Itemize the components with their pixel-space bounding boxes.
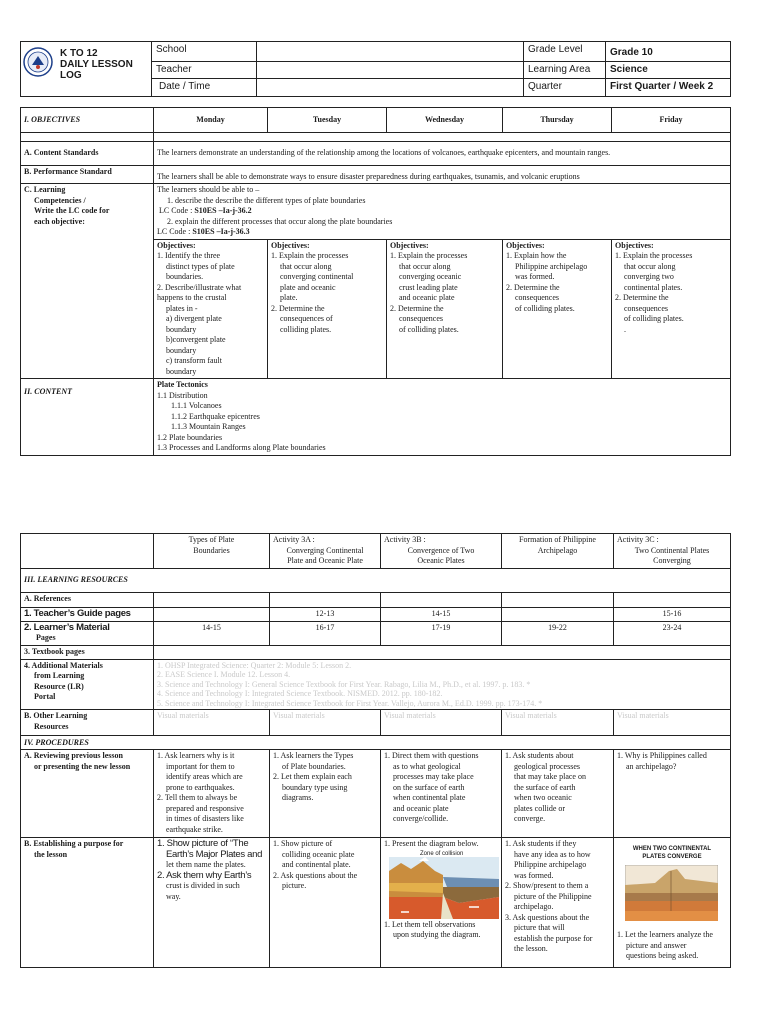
text-line: distinct types of plate bbox=[166, 261, 235, 271]
text-line: was formed. bbox=[515, 272, 555, 281]
other-resources-friday: Visual materials bbox=[614, 710, 731, 736]
text-line: 2. Let them explain each bbox=[273, 772, 352, 781]
text-line: continental plates. bbox=[624, 282, 683, 292]
figure-title-line: PLATES CONVERGE bbox=[642, 854, 702, 860]
procedure-a-friday bbox=[614, 750, 731, 838]
content-line: 1.1.3 Mountain Ranges bbox=[171, 422, 246, 431]
text-line: 2. Determine the bbox=[271, 303, 325, 313]
lc-code-label: LC Code : bbox=[159, 206, 195, 215]
additional-label-line: Portal bbox=[34, 692, 56, 701]
other-resources-label bbox=[21, 710, 154, 736]
spacer-cell bbox=[154, 133, 731, 142]
cell bbox=[270, 592, 381, 607]
day-monday: Monday bbox=[154, 108, 268, 133]
teachers-guide-friday: 15-16 bbox=[614, 607, 731, 621]
topic-line: Converging bbox=[653, 556, 691, 565]
text-line: converging two bbox=[624, 272, 674, 281]
logo-cell bbox=[21, 42, 152, 97]
text-line: boundary bbox=[166, 345, 197, 355]
topic-line: Types of Plate bbox=[188, 535, 235, 544]
cell bbox=[614, 592, 731, 607]
grade-level-value: Grade 10 bbox=[606, 42, 731, 62]
text-line: 2. Determine the bbox=[615, 293, 669, 302]
text-line: as to what geological bbox=[393, 761, 461, 771]
text-line: 2. Show/present to them a bbox=[505, 881, 589, 890]
text-line: crust leading plate bbox=[399, 282, 458, 292]
text-line: 2. Ask questions about the bbox=[273, 870, 358, 880]
daily-objectives-thursday bbox=[503, 239, 612, 379]
additional-label-line: Resource (LR) bbox=[34, 681, 84, 691]
header-table bbox=[20, 41, 731, 97]
continental-convergence-figure bbox=[617, 839, 727, 930]
teachers-guide-label: 1. Teacher’s Guide pages bbox=[21, 607, 154, 621]
text-line: prepared and responsive bbox=[166, 803, 244, 813]
text-line: colliding oceanic plate bbox=[282, 849, 355, 859]
text-line: consequences of bbox=[280, 314, 333, 323]
competencies-label-line: each objective: bbox=[34, 216, 85, 226]
procedure-a-monday bbox=[154, 750, 270, 838]
text-line: when continental plate bbox=[393, 793, 466, 802]
other-resources-thursday: Visual materials bbox=[502, 710, 614, 736]
text-line: consequences bbox=[624, 303, 668, 313]
text-line: geological processes bbox=[514, 761, 580, 771]
objectives-heading: Objectives: bbox=[615, 240, 654, 250]
performance-standard-text: The learners shall be able to demonstrate ways to ensure disaster preparedness during earthquakes, tsunamis, and volcanic eruptions bbox=[154, 166, 731, 184]
content-line: 1.1.1 Volcanoes bbox=[171, 401, 222, 410]
learning-area-value: Science bbox=[606, 62, 731, 79]
learners-material-wednesday: 17-19 bbox=[381, 621, 502, 645]
competencies-text bbox=[154, 184, 731, 240]
content-heading: Plate Tectonics bbox=[157, 380, 208, 389]
content-line: 1.1.2 Earthquake epicentres bbox=[171, 411, 260, 421]
objectives-heading: Objectives: bbox=[271, 240, 310, 250]
lc-code-line bbox=[157, 227, 727, 238]
text-line: prone to earthquakes. bbox=[166, 782, 235, 792]
text-line: 1. Ask learners why is it bbox=[157, 751, 235, 760]
text-line: boundary bbox=[166, 324, 197, 334]
text-line: 2. Tell them to always be bbox=[157, 793, 238, 802]
procedure-b-tuesday bbox=[270, 838, 381, 968]
text-line: and oceanic plate bbox=[393, 803, 449, 813]
learners-material-tuesday: 16-17 bbox=[270, 621, 381, 645]
topic-line: Formation of Philippine bbox=[519, 535, 596, 544]
text-line: picture. bbox=[282, 881, 307, 890]
date-time-value[interactable] bbox=[257, 79, 524, 97]
topic-monday bbox=[154, 534, 270, 569]
title-line-2: DAILY LESSON bbox=[60, 59, 133, 70]
competency-line: 2. explain the different processes that occur along the plate boundaries bbox=[167, 216, 393, 226]
text-line: of Plate boundaries. bbox=[282, 761, 346, 771]
text-line: on the surface of earth bbox=[393, 782, 465, 792]
text-line: Philippine archipelago bbox=[515, 261, 588, 271]
title-line-3: LOG bbox=[60, 70, 82, 81]
procedure-a-thursday bbox=[502, 750, 614, 838]
school-value[interactable] bbox=[257, 42, 524, 62]
text-line: that occur along bbox=[624, 261, 676, 271]
daily-objectives-tuesday bbox=[268, 239, 387, 379]
teachers-guide-thursday bbox=[502, 607, 614, 621]
topic-line: Archipelago bbox=[537, 545, 578, 555]
text-line: converging continental bbox=[280, 272, 354, 281]
text-line: 1. Ask students about bbox=[505, 751, 574, 760]
text-line: 1. Ask students if they bbox=[505, 839, 577, 848]
content-line: 1.3 Processes and Landforms along Plate boundaries bbox=[157, 443, 326, 452]
procedure-line: 2. Ask them why Earth’s bbox=[157, 869, 252, 881]
text-line: 1. Direct them with questions bbox=[384, 751, 479, 760]
learners-material-line: Pages bbox=[36, 633, 56, 642]
day-tuesday: Tuesday bbox=[268, 108, 387, 133]
text-line: converge/collide. bbox=[393, 814, 449, 823]
competencies-label-line: Competencies / bbox=[34, 195, 86, 205]
lc-code-line bbox=[157, 206, 727, 217]
topic-line: Converging Continental bbox=[286, 545, 364, 555]
text-line: an archipelago? bbox=[626, 761, 677, 771]
objectives-heading: Objectives: bbox=[506, 240, 545, 250]
procedure-a-label bbox=[21, 750, 154, 838]
text-line: in times of disasters like bbox=[166, 814, 244, 823]
additional-materials-label bbox=[21, 659, 154, 710]
content-standards-text: The learners demonstrate an understanding of the relationship among the locations of volcanoes, earthquake epicenters, and mountain ranges. bbox=[154, 142, 731, 166]
learners-material-friday: 23-24 bbox=[614, 621, 731, 645]
procedure-line: let them name the plates. bbox=[166, 860, 246, 869]
text-line: of colliding plates. bbox=[399, 324, 459, 334]
text-line: have any idea as to how bbox=[514, 849, 591, 859]
lc-code-value: S10ES –Ia-j-36.3 bbox=[192, 227, 250, 236]
textbook-label: 3. Textbook pages bbox=[21, 645, 154, 659]
text-line: . bbox=[624, 324, 626, 334]
text-line: archipelago. bbox=[514, 902, 554, 911]
topic-line: Activity 3C : bbox=[617, 535, 659, 544]
text-line: b)convergent plate bbox=[166, 335, 226, 344]
school-label: School bbox=[152, 42, 257, 62]
cell bbox=[502, 592, 614, 607]
text-line: plate. bbox=[280, 293, 298, 302]
text-line: consequences bbox=[399, 314, 443, 323]
other-resources-tuesday: Visual materials bbox=[270, 710, 381, 736]
text-line: picture of the Philippine bbox=[514, 891, 592, 901]
topic-corner-cell bbox=[21, 534, 154, 569]
procedure-line: 1. Present the diagram below. bbox=[384, 839, 479, 848]
text-line: earthquake strike. bbox=[166, 824, 223, 834]
topic-wednesday bbox=[381, 534, 502, 569]
procedure-line: 1. Let the learners analyze the bbox=[617, 930, 713, 939]
learners-material-line: 2. Learner’s Material bbox=[24, 621, 110, 633]
text-line: of colliding plates. bbox=[624, 314, 684, 323]
procedure-line: way. bbox=[166, 891, 181, 901]
procedure-b-monday bbox=[154, 838, 270, 968]
additional-materials-list bbox=[154, 659, 731, 710]
objectives-heading: Objectives: bbox=[390, 240, 429, 250]
competencies-label-line: Write the LC code for bbox=[34, 206, 110, 215]
procedure-label-line: B. Establishing a purpose for bbox=[24, 839, 124, 848]
procedure-a-wednesday bbox=[381, 750, 502, 838]
text-line: when two oceanic bbox=[514, 793, 572, 802]
text-line: important for them to bbox=[166, 761, 235, 771]
continental-collision-diagram-icon bbox=[625, 865, 718, 921]
text-line: 1. Identify the three bbox=[157, 251, 221, 260]
date-time-label: Date / Time bbox=[152, 79, 257, 97]
competency-line: The learners should be able to – bbox=[157, 185, 260, 194]
procedure-b-wednesday bbox=[381, 838, 502, 968]
text-line: was formed. bbox=[514, 870, 554, 880]
quarter-label: Quarter bbox=[524, 79, 606, 97]
textbook-value bbox=[154, 645, 731, 659]
procedure-line: questions being asked. bbox=[626, 951, 699, 960]
other-resources-wednesday: Visual materials bbox=[381, 710, 502, 736]
text-line: 1. Explain how the bbox=[506, 251, 567, 260]
other-resources-monday: Visual materials bbox=[154, 710, 270, 736]
text-line: 2. Determine the bbox=[390, 303, 444, 313]
text-line: consequences bbox=[515, 293, 559, 302]
text-line: and oceanic plate bbox=[399, 293, 455, 302]
figure-title bbox=[617, 845, 727, 861]
text-line: plates collide or bbox=[514, 803, 566, 813]
text-line: diagrams. bbox=[282, 793, 314, 802]
additional-material-item: 4. Science and Technology I: Integrated Science Textbook. NISMED. 2012. pp. 180-182. bbox=[157, 689, 443, 698]
learners-material-thursday: 19-22 bbox=[502, 621, 614, 645]
text-line: that occur along bbox=[280, 261, 332, 271]
teachers-guide-wednesday: 14-15 bbox=[381, 607, 502, 621]
text-line: 1. Explain the processes bbox=[615, 251, 693, 260]
daily-objectives-monday bbox=[154, 239, 268, 379]
text-line: 2. Describe/illustrate what bbox=[157, 282, 242, 292]
teacher-value[interactable] bbox=[257, 62, 524, 79]
topic-line: Activity 3B : bbox=[384, 535, 426, 544]
learners-material-monday: 14-15 bbox=[154, 621, 270, 645]
learning-area-label: Learning Area bbox=[524, 62, 606, 79]
text-line: that occur along bbox=[399, 261, 451, 271]
lc-code-value: S10ES –Ia-j-36.2 bbox=[194, 206, 252, 215]
topic-tuesday bbox=[270, 534, 381, 569]
content-text bbox=[154, 379, 731, 456]
topic-line: Convergence of Two bbox=[407, 545, 475, 555]
procedure-b-label bbox=[21, 838, 154, 968]
diagram-title: Zone of collision bbox=[420, 850, 464, 857]
topic-line: Boundaries bbox=[193, 545, 230, 555]
content-standards-label: A. Content Standards bbox=[21, 142, 154, 166]
text-line: Philippine archipelago bbox=[514, 860, 587, 869]
text-line: that may take place on bbox=[514, 772, 586, 781]
procedure-a-tuesday bbox=[270, 750, 381, 838]
text-line: identify areas which are bbox=[166, 772, 243, 781]
other-label-line: B. Other Learning bbox=[24, 711, 88, 720]
text-line: happens to the crustal bbox=[157, 293, 227, 302]
learners-material-label bbox=[21, 621, 154, 645]
performance-standard-label: B. Performance Standard bbox=[21, 166, 154, 184]
topic-line: Oceanic Plates bbox=[417, 556, 465, 565]
additional-material-item: 3. Science and Technology I: General Science Textbook for First Year. Rabago, Lilia M., Ph.D., et al. 1997. p. 183. * bbox=[157, 679, 531, 689]
content-line: 1.1 Distribution bbox=[157, 390, 208, 400]
text-line: the lesson. bbox=[514, 944, 548, 953]
procedure-b-thursday bbox=[502, 838, 614, 968]
additional-label-line: 4. Additional Materials bbox=[24, 660, 103, 670]
teachers-guide-monday bbox=[154, 607, 270, 621]
procedure-line: 1. Show picture of “The bbox=[157, 838, 249, 849]
text-line: boundary type using bbox=[282, 782, 348, 792]
text-line: 2. Determine the bbox=[506, 282, 560, 292]
spacer-cell bbox=[21, 133, 154, 142]
subduction-diagram-icon bbox=[389, 857, 499, 919]
text-line: boundaries. bbox=[166, 272, 204, 281]
additional-material-item: 1. OHSP Integrated Science: Quarter 2: Module 5: Lesson 2. bbox=[157, 660, 352, 670]
plate-collision-diagram bbox=[386, 850, 496, 920]
additional-material-item: 5. Science and Technology I: Integrated Science Textbook for First Year. Vallejo, Aurora M., Ed.D. 1999. pp. 173-174. * bbox=[157, 698, 543, 708]
competencies-label bbox=[21, 184, 154, 379]
cell bbox=[154, 592, 270, 607]
text-line: processes may take place bbox=[393, 772, 474, 781]
procedure-label-line: A. Reviewing previous lesson bbox=[24, 751, 123, 760]
quarter-value: First Quarter / Week 2 bbox=[606, 79, 731, 97]
additional-label-line: from Learning bbox=[34, 671, 85, 680]
grade-level-label: Grade Level bbox=[524, 42, 606, 62]
additional-material-item: 2. EASE Science I. Module 12. Lesson 4. bbox=[157, 670, 291, 679]
day-wednesday: Wednesday bbox=[387, 108, 503, 133]
references-label: A. References bbox=[21, 592, 154, 607]
text-line: colliding plates. bbox=[280, 324, 332, 334]
day-friday: Friday bbox=[612, 108, 731, 133]
text-line: converging oceanic bbox=[399, 272, 462, 281]
text-line: of colliding plates. bbox=[515, 303, 575, 313]
text-line: 3. Ask questions about the bbox=[505, 912, 590, 922]
procedure-label-line: the lesson bbox=[34, 849, 68, 859]
daily-objectives-friday bbox=[612, 239, 731, 379]
text-line: converge. bbox=[514, 814, 546, 823]
other-label-line: Resources bbox=[34, 721, 69, 731]
text-line: 1. Explain the processes bbox=[271, 251, 349, 260]
competency-line: 1. describe the describe the different types of plate boundaries bbox=[167, 195, 366, 205]
text-line: 1. Show picture of bbox=[273, 839, 333, 848]
topic-line: Two Continental Plates bbox=[634, 545, 710, 555]
procedure-line: crust is divided in such bbox=[166, 881, 240, 890]
procedure-line: upon studying the diagram. bbox=[393, 930, 481, 939]
procedures-title: IV. PROCEDURES bbox=[21, 736, 731, 750]
text-line: c) transform fault bbox=[166, 356, 222, 365]
procedure-line: picture and answer bbox=[626, 940, 687, 950]
competencies-label-line: C. Learning bbox=[24, 185, 66, 194]
objectives-table bbox=[20, 107, 731, 456]
topic-line: Plate and Oceanic Plate bbox=[287, 556, 363, 565]
text-line: picture that will bbox=[514, 923, 565, 932]
day-thursday: Thursday bbox=[503, 108, 612, 133]
procedure-line: 1. Let them tell observations bbox=[384, 919, 476, 929]
text-line: the surface of earth bbox=[514, 782, 576, 792]
figure-title-line: WHEN TWO CONTINENTAL bbox=[632, 846, 712, 852]
procedure-line: Earth’s Major Plates and bbox=[166, 848, 263, 860]
text-line: and continental plate. bbox=[282, 860, 351, 869]
title-line-1: K TO 12 bbox=[60, 48, 98, 59]
topic-line: Activity 3A : bbox=[273, 535, 315, 544]
teacher-label: Teacher bbox=[152, 62, 257, 79]
text-line: plates in - bbox=[166, 303, 198, 313]
lc-code-label: LC Code : bbox=[157, 227, 193, 236]
topic-thursday bbox=[502, 534, 614, 569]
text-line: plate and oceanic bbox=[280, 282, 336, 292]
content-line: 1.2 Plate boundaries bbox=[157, 432, 223, 442]
daily-objectives-wednesday bbox=[387, 239, 503, 379]
resources-table bbox=[20, 533, 731, 968]
text-line: 1. Ask learners the Types bbox=[273, 751, 354, 760]
text-line: 1. Why is Philippines called bbox=[617, 751, 707, 760]
topic-friday bbox=[614, 534, 731, 569]
text-line: boundary bbox=[166, 366, 197, 376]
text-line: 1. Explain the processes bbox=[390, 251, 468, 260]
content-title: II. CONTENT bbox=[21, 379, 154, 456]
cell bbox=[381, 592, 502, 607]
teachers-guide-tuesday: 12-13 bbox=[270, 607, 381, 621]
text-line: establish the purpose for bbox=[514, 933, 593, 943]
text-line: a) divergent plate bbox=[166, 314, 222, 323]
objectives-heading: Objectives: bbox=[157, 240, 196, 250]
resources-title: III. LEARNING RESOURCES bbox=[21, 568, 731, 592]
objectives-title: I. OBJECTIVES bbox=[21, 108, 154, 133]
procedure-b-friday bbox=[614, 838, 731, 968]
procedure-label-line: or presenting the new lesson bbox=[34, 761, 131, 771]
